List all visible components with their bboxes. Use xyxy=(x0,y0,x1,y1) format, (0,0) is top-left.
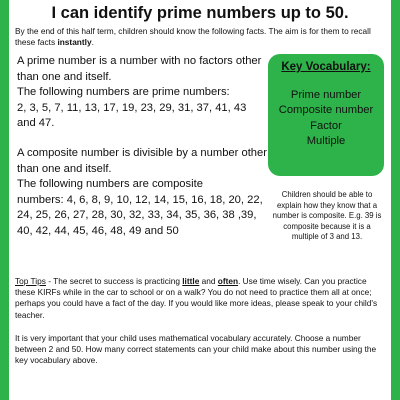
composite-list: numbers: 4, 6, 8, 9, 10, 12, 14, 15, 16, 18, 20, 22, 24, 25, 26, 27, 28, 30, 32, 33, 34, 35, 36, 38 ,39, 40, 42, 44, 45, 46, 48, 49 and 50 xyxy=(17,193,263,237)
key-vocabulary-box xyxy=(268,54,384,176)
top-tips: Top Tips - The secret to success is practicing little and often. Use time wisely. Can you practice these KIRFs while in the car to school or on a walk? You do not need to practice them all at once; perhaps you could have a fact of the day. If you would like more ideas, please speak to your child's teacher. xyxy=(15,276,378,320)
facts-column xyxy=(17,54,267,240)
content-columns xyxy=(15,54,385,270)
key-vocabulary-list xyxy=(268,88,384,150)
vocab-item: Multiple xyxy=(306,135,346,147)
composite-lead: The following numbers are composite xyxy=(17,178,203,191)
spacer xyxy=(17,132,267,146)
key-vocabulary-title: Key Vocabulary: xyxy=(281,61,371,73)
prime-list: 2, 3, 5, 7, 11, 13, 17, 19, 23, 29, 31, 37, 41, 43 and 47. xyxy=(17,101,247,130)
kirf-sheet xyxy=(9,0,391,400)
vocab-item: Factor xyxy=(310,119,342,132)
vocabulary-activity-text: It is very important that your child uses mathematical vocabulary accurately. Choose a number between 2 and 50. How many correct statements can your child make about this number using the key vocabulary above. xyxy=(15,332,377,366)
composite-explanation-note: Children should be able to explain how they know that a number is composite. E.g. 39 is composite because it is a multiple of 3 and 13. xyxy=(272,190,382,242)
prime-lead: The following numbers are prime numbers: xyxy=(17,86,230,99)
top-tips-label: Top Tips xyxy=(15,276,46,286)
prime-definition: A prime number is a number with no factors other than one and itself. xyxy=(17,55,262,83)
page-title: I can identify prime numbers up to 50. xyxy=(51,4,349,22)
intro-text: By the end of this half term, children should know the following facts. The aim is for them to recall these facts instantly. xyxy=(15,26,371,47)
vocab-item: Prime number xyxy=(290,88,362,101)
composite-definition: A composite number is divisible by a number other than one and itself. xyxy=(17,146,267,175)
vocab-item: Composite number xyxy=(278,104,374,116)
